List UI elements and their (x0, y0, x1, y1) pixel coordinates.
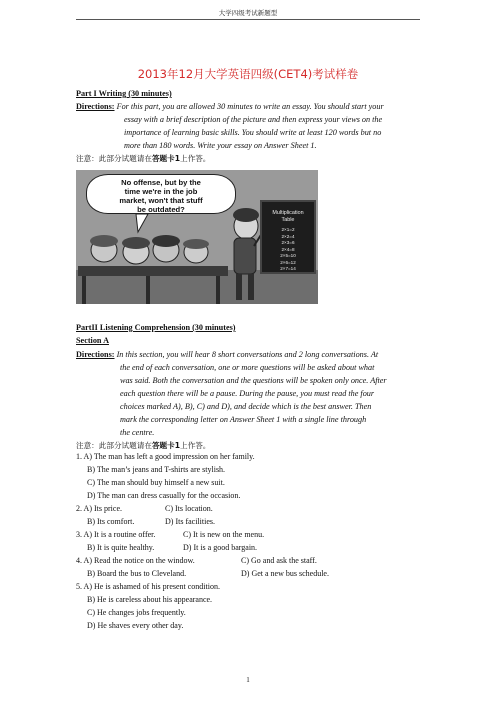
question-5-option-d: D) He shaves every other day. (87, 621, 184, 630)
part2-directions-line-5: choices marked A), B), C) and D), and decide which is the best answer. Then (120, 402, 372, 411)
chalkboard-row: 2×1=2 (281, 227, 295, 232)
part2-note (76, 440, 210, 451)
part2-directions-body (120, 361, 426, 439)
exam-title: 2013年12月大学英语四级(CET4)考试样卷 (137, 67, 359, 81)
page-number: 1 (246, 676, 250, 684)
speech-bubble (86, 174, 236, 214)
question-2-option-b: B) Its comfort. (87, 517, 135, 526)
question-3-option-a: 3. A) It is a routine offer. (76, 530, 156, 539)
chalkboard-title (262, 210, 314, 223)
part2-directions-line-6: mark the corresponding letter on Answer Sheet 1 with a single line through (120, 415, 367, 424)
speech-line: market, won't that stuff (119, 196, 203, 205)
part2-directions (76, 348, 426, 361)
cartoon-image (76, 170, 318, 304)
speech-line: be outdated? (137, 205, 185, 214)
part1-directions-line-2: essay with a brief description of the picture and then express your views on the (124, 115, 383, 124)
note-prefix: 注意：此部分试题请在 (76, 154, 152, 163)
note-answer-sheet: 答题卡1 (151, 441, 181, 450)
part2-directions-line-3: was said. Both the conversation and the questions will be spoken only once. After (120, 376, 387, 385)
part1-directions-label: Directions: (76, 102, 115, 111)
header-divider (76, 19, 420, 20)
part1-heading: Part I Writing (30 minutes) (76, 89, 172, 98)
question-2-option-a: 2. A) Its price. (76, 504, 122, 513)
chalkboard (260, 200, 316, 274)
chalkboard-title-line: Multiplication (272, 210, 304, 216)
question-2-option-c: C) Its location. (165, 504, 213, 513)
page-header: 大学四级考试新题型 (218, 10, 278, 17)
question-1-option-d: D) The man can dress casually for the occasion. (87, 491, 241, 500)
question-1-option-b: B) The man’s jeans and T-shirts are stylish. (87, 465, 226, 474)
part2-heading: PartII Listening Comprehension (30 minutes) (76, 323, 236, 332)
chalkboard-row: 2×3=6 (281, 240, 295, 245)
part1-directions (76, 100, 426, 113)
question-3-option-c: C) It is new on the menu. (183, 530, 265, 539)
part2-directions-line-4: each question there will be a pause. During the pause, you must read the four (120, 389, 375, 398)
chalkboard-title-line: Table (281, 216, 295, 223)
chalkboard-table (262, 227, 314, 273)
question-4-option-a: 4. A) Read the notice on the window. (76, 556, 195, 565)
speech-line: time we're in the job (124, 187, 198, 196)
question-1-option-a: 1. A) The man has left a good impression on her family. (76, 452, 255, 461)
note-prefix: 注意：此部分试题请在 (76, 441, 152, 450)
chalkboard-row: 2×5=10 (280, 253, 296, 258)
question-4-option-b: B) Board the bus to Cleveland. (87, 569, 187, 578)
part2-directions-line-7: the centre. (120, 428, 155, 437)
question-1-option-c: C) The man should buy himself a new suit. (87, 478, 225, 487)
part2-directions-label: Directions: (76, 350, 115, 359)
section-a-heading: Section A (76, 336, 109, 345)
question-4-option-c: C) Go and ask the staff. (241, 556, 317, 565)
speech-line: No offense, but by the (121, 178, 201, 187)
chalkboard-row: 2×6=12 (280, 259, 296, 265)
note-answer-sheet: 答题卡1 (151, 154, 181, 163)
question-5-option-a: 5. A) He is ashamed of his present condition. (76, 582, 220, 591)
chalkboard-row: 2×4=8 (281, 246, 295, 252)
question-2-option-d: D) Its facilities. (165, 517, 215, 526)
chalkboard-row: 2×2=4 (281, 233, 295, 239)
part1-directions-line-4: more than 180 words. Write your essay on Answer Sheet 1. (124, 141, 317, 150)
question-3-option-d: D) It is a good bargain. (183, 543, 258, 552)
part1-directions-line-3: importance of learning basic skills. You should write at least 120 words but no (124, 128, 382, 137)
note-suffix: 上作答。 (180, 441, 211, 450)
part1-note (76, 153, 210, 164)
note-suffix: 上作答。 (180, 154, 211, 163)
part2-directions-line-1: In this section, you will hear 8 short conversations and 2 long conversations. At (116, 350, 379, 359)
chalkboard-row: 2×7=14 (280, 266, 296, 271)
question-3-option-b: B) It is quite healthy. (87, 543, 155, 552)
part1-directions-line-1: For this part, you are allowed 30 minutes to write an essay. You should start your (116, 102, 384, 111)
part1-directions-body (124, 113, 426, 152)
question-5-option-c: C) He changes jobs frequently. (87, 608, 186, 617)
question-4-option-d: D) Get a new bus schedule. (241, 569, 329, 578)
part2-directions-line-2: the end of each conversation, one or more questions will be asked about what (120, 363, 375, 372)
question-5-option-b: B) He is careless about his appearance. (87, 595, 213, 604)
